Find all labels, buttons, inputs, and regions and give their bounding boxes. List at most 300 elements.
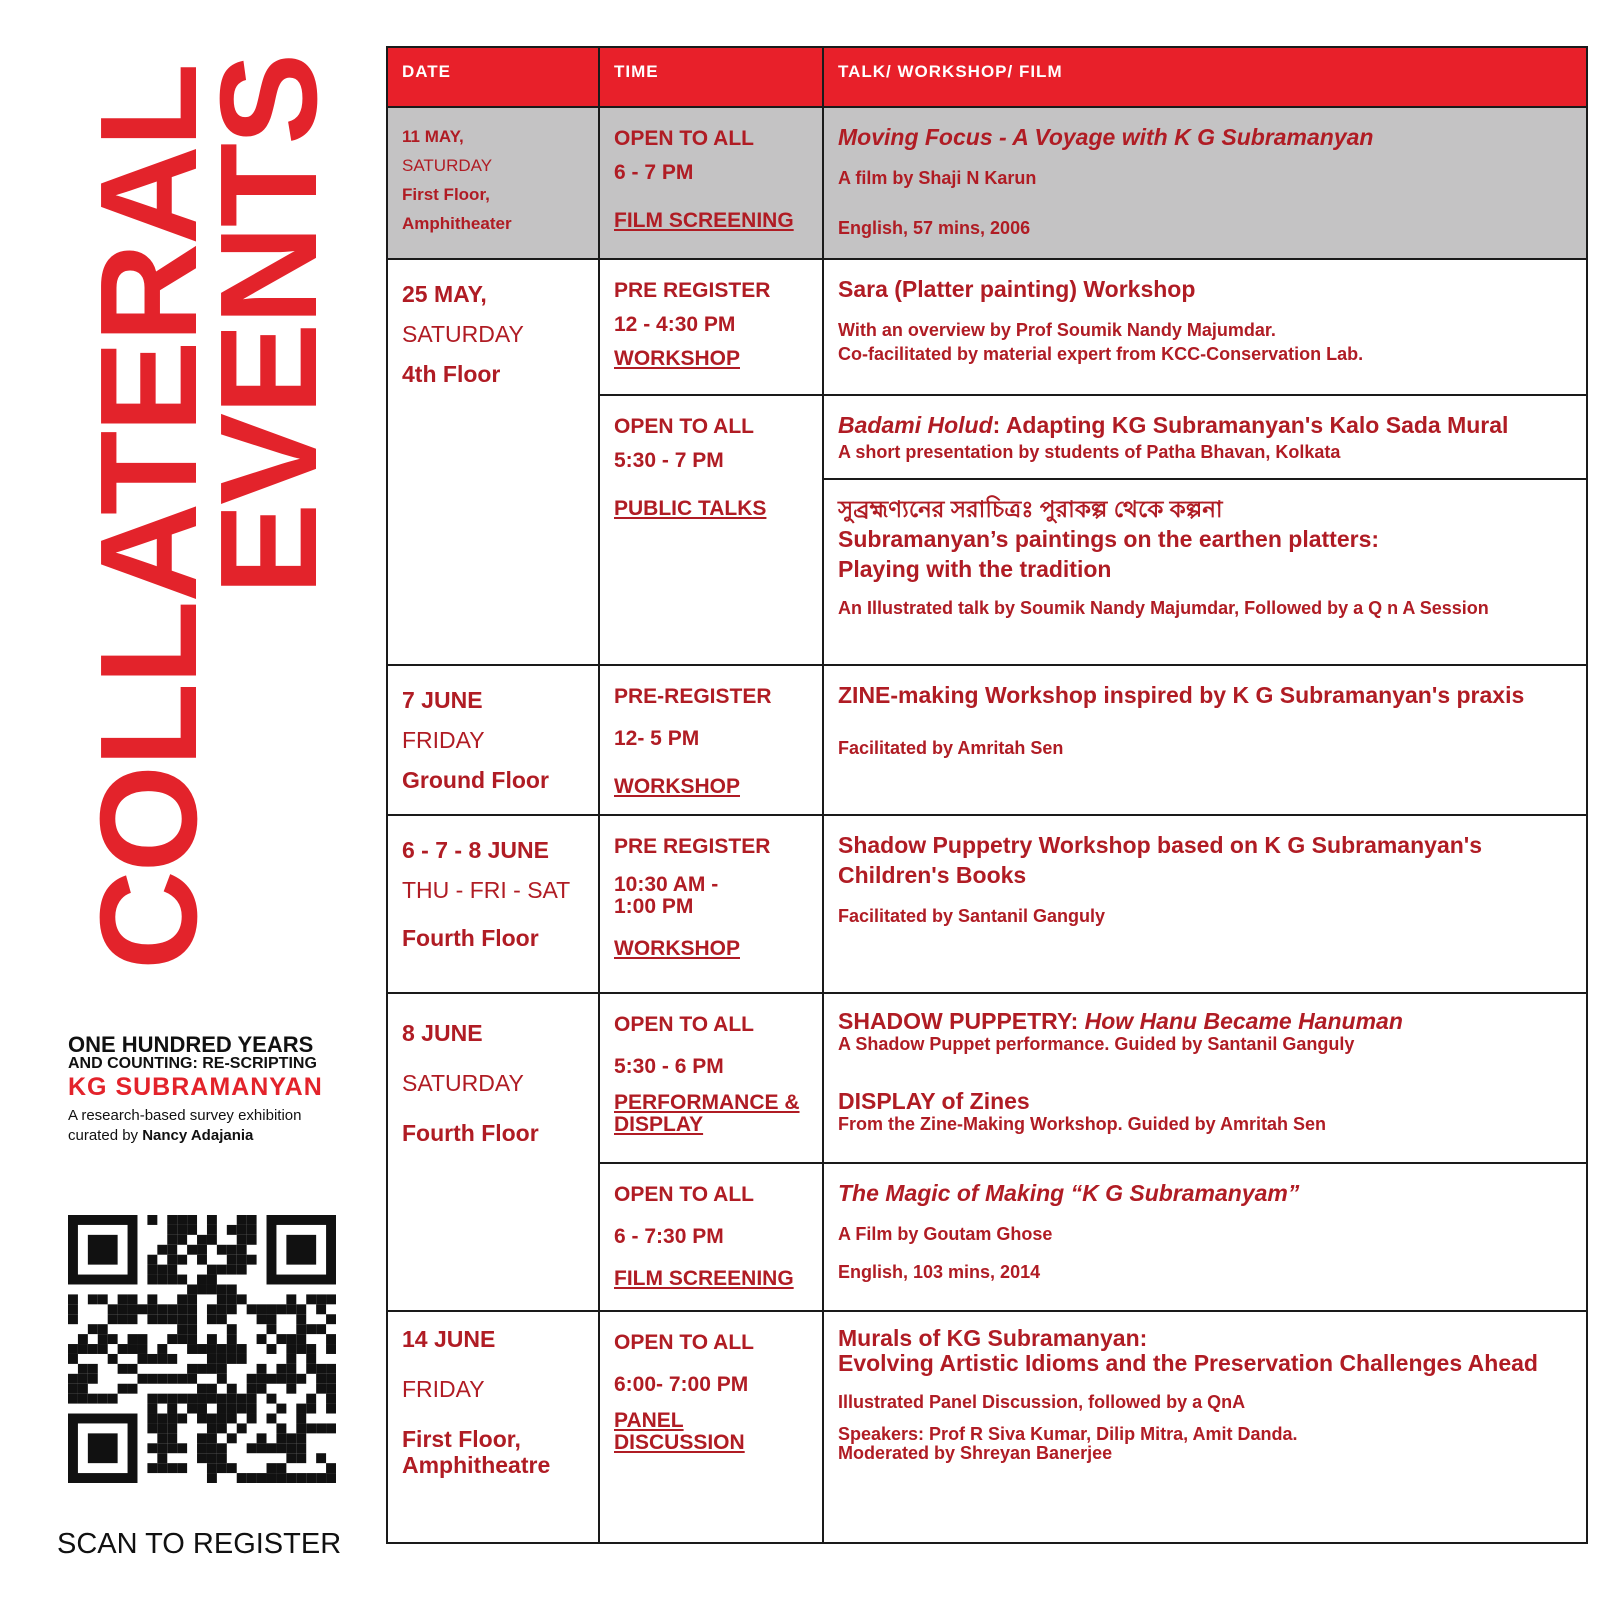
- time-cell: [599, 395, 823, 665]
- qr-module: [187, 1404, 197, 1414]
- qr-module: [227, 1324, 237, 1334]
- event-cell: [823, 1311, 1587, 1543]
- header-row: [387, 47, 1587, 107]
- qr-module: [296, 1453, 306, 1463]
- qr-module: [128, 1364, 138, 1374]
- qr-module: [227, 1463, 237, 1473]
- qr-module: [316, 1304, 326, 1314]
- qr-module: [207, 1225, 217, 1235]
- exhibition-line1: ONE HUNDRED YEARS: [68, 1032, 314, 1057]
- qr-module: [247, 1394, 257, 1404]
- exhibition-block: [68, 1034, 368, 1146]
- qr-module: [118, 1314, 128, 1324]
- qr-module: [306, 1473, 316, 1483]
- public-talks-link[interactable]: PUBLIC TALKS: [614, 497, 767, 520]
- qr-module: [247, 1404, 257, 1414]
- qr-module: [98, 1334, 108, 1344]
- qr-module: [108, 1314, 118, 1324]
- qr-module: [316, 1384, 326, 1394]
- qr-module: [286, 1304, 296, 1314]
- event-row: [387, 107, 1587, 259]
- exhibition-description: [68, 1106, 368, 1146]
- qr-module: [207, 1304, 217, 1314]
- qr-module: [237, 1354, 247, 1364]
- qr-module: [187, 1374, 197, 1384]
- qr-module: [187, 1215, 197, 1225]
- scan-to-register: SCAN TO REGISTER: [57, 1528, 342, 1560]
- qr-module: [78, 1384, 88, 1394]
- qr-module: [306, 1394, 316, 1404]
- qr-module: [296, 1304, 306, 1314]
- qr-module: [217, 1245, 227, 1255]
- qr-module: [326, 1344, 336, 1354]
- qr-module: [227, 1394, 237, 1404]
- qr-module: [276, 1334, 286, 1344]
- qr-module: [88, 1394, 98, 1404]
- panel-discussion-link[interactable]: PANEL: [614, 1409, 684, 1432]
- qr-module: [237, 1344, 247, 1354]
- qr-module: [207, 1384, 217, 1394]
- qr-module: [167, 1433, 177, 1443]
- qr-module: [207, 1443, 217, 1453]
- qr-module: [197, 1443, 207, 1453]
- time-cell: [599, 665, 823, 815]
- event-title-2: Evolving Artistic Idioms and the Preservation Challenges Ahead: [838, 1350, 1538, 1376]
- qr-module: [296, 1414, 306, 1424]
- event-credit: A Film by Goutam Ghose: [838, 1224, 1053, 1244]
- qr-module: [197, 1275, 207, 1285]
- time-cell: [599, 1311, 823, 1543]
- qr-module: [237, 1255, 247, 1265]
- qr-module: [276, 1423, 286, 1433]
- qr-module: [197, 1344, 207, 1354]
- qr-module: [68, 1374, 78, 1384]
- qr-module: [286, 1354, 296, 1364]
- qr-module: [227, 1354, 237, 1364]
- qr-module: [316, 1364, 326, 1374]
- qr-module: [137, 1334, 147, 1344]
- qr-module: [207, 1394, 217, 1404]
- event-title-italic: Badami Holud: [838, 412, 993, 438]
- qr-module: [167, 1225, 177, 1235]
- qr-module: [267, 1463, 277, 1473]
- qr-module: [217, 1304, 227, 1314]
- qr-module: [197, 1414, 207, 1424]
- qr-module: [257, 1334, 267, 1344]
- qr-module: [286, 1334, 296, 1344]
- qr-module: [237, 1215, 247, 1225]
- qr-module: [98, 1344, 108, 1354]
- qr-module: [267, 1324, 277, 1334]
- date-day: 7 JUNE: [402, 687, 483, 713]
- qr-module: [147, 1215, 157, 1225]
- access-label: PRE REGISTER: [614, 279, 771, 302]
- event-title: SHADOW PUPPETRY:: [838, 1008, 1085, 1034]
- qr-module: [157, 1314, 167, 1324]
- date-weekday: SATURDAY: [402, 321, 524, 347]
- qr-module: [78, 1394, 88, 1404]
- event-title: Sara (Platter painting) Workshop: [838, 276, 1196, 302]
- qr-module: [88, 1374, 98, 1384]
- qr-module: [257, 1473, 267, 1483]
- qr-module: [237, 1294, 247, 1304]
- qr-module: [217, 1294, 227, 1304]
- qr-module: [217, 1394, 227, 1404]
- qr-module: [326, 1364, 336, 1374]
- qr-module: [207, 1275, 217, 1285]
- qr-module: [247, 1473, 257, 1483]
- time-range: 6:00- 7:00 PM: [614, 1373, 749, 1396]
- qr-module: [286, 1374, 296, 1384]
- performance-display-link[interactable]: PERFORMANCE &: [614, 1091, 800, 1114]
- event-title: The Magic of Making “K G Subramanyam”: [838, 1180, 1300, 1206]
- qr-module: [187, 1314, 197, 1324]
- qr-module: [167, 1304, 177, 1314]
- qr-module: [68, 1384, 78, 1394]
- qr-module: [296, 1344, 306, 1354]
- qr-module: [128, 1304, 138, 1314]
- qr-module: [157, 1374, 167, 1384]
- panel-discussion-link-2[interactable]: DISCUSSION: [614, 1431, 745, 1454]
- workshop-link[interactable]: WORKSHOP: [614, 775, 740, 798]
- qr-module: [217, 1265, 227, 1275]
- qr-module: [326, 1463, 336, 1473]
- qr-module: [207, 1215, 217, 1225]
- qr-module: [167, 1394, 177, 1404]
- qr-module: [147, 1374, 157, 1384]
- event-cell: [823, 993, 1587, 1163]
- qr-module: [217, 1453, 227, 1463]
- qr-module: [68, 1314, 78, 1324]
- qr-module: [296, 1433, 306, 1443]
- qr-module: [147, 1265, 157, 1275]
- qr-module: [227, 1414, 237, 1424]
- qr-module: [167, 1275, 177, 1285]
- qr-module: [326, 1334, 336, 1344]
- date-day: 14 JUNE: [402, 1326, 496, 1352]
- qr-module: [267, 1374, 277, 1384]
- date-weekday: THU - FRI - SAT: [402, 877, 571, 903]
- qr-module: [276, 1404, 286, 1414]
- qr-module: [187, 1344, 197, 1354]
- qr-module: [207, 1423, 217, 1433]
- date-weekday: FRIDAY: [402, 1376, 485, 1402]
- qr-module: [257, 1374, 267, 1384]
- qr-module: [326, 1294, 336, 1304]
- qr-module: [108, 1394, 118, 1404]
- qr-module: [306, 1354, 316, 1364]
- date-cell: [387, 815, 599, 993]
- qr-module: [118, 1364, 128, 1374]
- qr-module: [177, 1235, 187, 1245]
- qr-module: [88, 1294, 98, 1304]
- qr-module: [157, 1463, 167, 1473]
- qr-module: [167, 1235, 177, 1245]
- time-range: 12 - 4:30 PM: [614, 313, 736, 336]
- qr-module: [157, 1423, 167, 1433]
- qr-module: [207, 1314, 217, 1324]
- qr-module: [167, 1265, 177, 1275]
- qr-module: [187, 1364, 197, 1374]
- qr-module: [118, 1344, 128, 1354]
- time-range: 6 - 7 PM: [614, 161, 694, 184]
- qr-module: [227, 1225, 237, 1235]
- qr-module: [286, 1473, 296, 1483]
- time-cell: [599, 815, 823, 993]
- qr-module: [197, 1255, 207, 1265]
- event-cell: [823, 479, 1587, 665]
- qr-module: [326, 1374, 336, 1384]
- qr-module: [187, 1284, 197, 1294]
- qr-module: [207, 1463, 217, 1473]
- qr-module: [167, 1463, 177, 1473]
- qr-module: [187, 1245, 197, 1255]
- qr-module: [257, 1364, 267, 1374]
- qr-module: [118, 1304, 128, 1314]
- time-range: 10:30 AM -: [614, 873, 719, 896]
- qr-module: [207, 1453, 217, 1463]
- qr-module: [187, 1225, 197, 1235]
- film-screening-link[interactable]: FILM SCREENING: [614, 1267, 794, 1290]
- performance-display-link-2[interactable]: DISPLAY: [614, 1113, 704, 1136]
- qr-module: [147, 1275, 157, 1285]
- header-date: DATE: [387, 47, 599, 107]
- qr-module: [108, 1354, 118, 1364]
- qr-module: [267, 1314, 277, 1324]
- qr-module: [157, 1275, 167, 1285]
- qr-module: [167, 1215, 177, 1225]
- qr-module: [177, 1294, 187, 1304]
- qr-module: [247, 1304, 257, 1314]
- time-range: 5:30 - 6 PM: [614, 1055, 724, 1078]
- qr-module: [207, 1354, 217, 1364]
- qr-module: [197, 1404, 207, 1414]
- qr-module: [147, 1443, 157, 1453]
- qr-module: [177, 1225, 187, 1235]
- qr-module: [147, 1304, 157, 1314]
- qr-module: [227, 1433, 237, 1443]
- date-weekday: SATURDAY: [402, 156, 493, 175]
- qr-module: [316, 1374, 326, 1384]
- qr-module: [257, 1443, 267, 1453]
- event-cell: [823, 815, 1587, 993]
- qr-module: [227, 1384, 237, 1394]
- qr-module: [167, 1443, 177, 1453]
- qr-module: [276, 1374, 286, 1384]
- date-venue: First Floor,: [402, 185, 490, 204]
- event-row: [387, 993, 1587, 1163]
- qr-module: [207, 1473, 217, 1483]
- film-screening-link[interactable]: FILM SCREENING: [614, 209, 794, 232]
- qr-module: [147, 1404, 157, 1414]
- qr-module: [207, 1433, 217, 1443]
- qr-module: [167, 1255, 177, 1265]
- qr-module: [167, 1374, 177, 1384]
- event-cell: [823, 395, 1587, 479]
- qr-module: [177, 1255, 187, 1265]
- qr-module: [197, 1235, 207, 1245]
- qr-module: [147, 1354, 157, 1364]
- qr-module: [247, 1374, 257, 1384]
- qr-module: [217, 1404, 227, 1414]
- event-title: ZINE-making Workshop inspired by K G Subramanyan's praxis: [838, 682, 1525, 708]
- qr-module: [108, 1334, 118, 1344]
- qr-module: [197, 1453, 207, 1463]
- qr-module: [276, 1433, 286, 1443]
- date-venue: Fourth Floor: [402, 925, 539, 951]
- qr-module: [326, 1423, 336, 1433]
- qr-module: [247, 1384, 257, 1394]
- qr-module: [286, 1364, 296, 1374]
- qr-module: [267, 1304, 277, 1314]
- qr-module: [147, 1423, 157, 1433]
- qr-module: [167, 1414, 177, 1424]
- time-range: 5:30 - 7 PM: [614, 449, 724, 472]
- event-row: [387, 259, 1587, 395]
- qr-module: [286, 1443, 296, 1453]
- qr-module: [306, 1364, 316, 1374]
- qr-module: [237, 1235, 247, 1245]
- time-cell: [599, 107, 823, 259]
- event-speakers: Speakers: Prof R Siva Kumar, Dilip Mitra, Amit Danda.: [838, 1424, 1298, 1444]
- qr-module: [276, 1443, 286, 1453]
- qr-module: [177, 1374, 187, 1384]
- qr-module: [227, 1404, 237, 1414]
- header-event: TALK/ WORKSHOP/ FILM: [823, 47, 1587, 107]
- event-credit: With an overview by Prof Soumik Nandy Majumdar.: [838, 320, 1276, 340]
- qr-module: [128, 1334, 138, 1344]
- event-credit: Facilitated by Amritah Sen: [838, 738, 1064, 758]
- qr-module: [276, 1304, 286, 1314]
- event-row: [387, 1311, 1587, 1543]
- date-day: 8 JUNE: [402, 1020, 483, 1046]
- qr-module: [147, 1463, 157, 1473]
- qr-module: [227, 1245, 237, 1255]
- qr-module: [187, 1334, 197, 1344]
- qr-module: [167, 1354, 177, 1364]
- event-title-bengali: সুব্রহ্মণ্যনের সরাচিত্রঃ পুরাকল্প থেকে কল্পনা: [838, 496, 1223, 522]
- access-label: OPEN TO ALL: [614, 415, 755, 438]
- qr-module: [147, 1255, 157, 1265]
- event-credit: An Illustrated talk by Soumik Nandy Majumdar, Followed by a Q n A Session: [838, 598, 1489, 618]
- qr-module: [157, 1453, 167, 1463]
- qr-module: [207, 1265, 217, 1275]
- qr-module: [167, 1314, 177, 1324]
- qr-module: [167, 1245, 177, 1255]
- qr-module: [316, 1453, 326, 1463]
- qr-code[interactable]: [68, 1215, 336, 1483]
- title-collateral: COLLATERAL: [72, 65, 226, 970]
- qr-module: [286, 1433, 296, 1443]
- qr-module: [217, 1284, 227, 1294]
- qr-module: [177, 1463, 187, 1473]
- exhibition-desc-text: A research-based survey exhibition: [68, 1107, 302, 1124]
- qr-module: [296, 1324, 306, 1334]
- qr-module: [88, 1324, 98, 1334]
- qr-module: [237, 1225, 247, 1235]
- qr-module: [296, 1423, 306, 1433]
- curator-name: Nancy Adajania: [142, 1127, 254, 1144]
- qr-module: [207, 1235, 217, 1245]
- date-day: 6 - 7 - 8 JUNE: [402, 837, 549, 863]
- qr-module: [197, 1384, 207, 1394]
- qr-module: [217, 1414, 227, 1424]
- qr-module: [247, 1414, 257, 1424]
- event-row: [387, 665, 1587, 815]
- qr-module: [237, 1404, 247, 1414]
- qr-module: [217, 1314, 227, 1324]
- qr-module: [78, 1374, 88, 1384]
- workshop-link[interactable]: WORKSHOP: [614, 347, 740, 370]
- qr-module: [177, 1275, 187, 1285]
- qr-module: [177, 1215, 187, 1225]
- workshop-link[interactable]: WORKSHOP: [614, 937, 740, 960]
- access-label: OPEN TO ALL: [614, 1013, 755, 1036]
- qr-module: [217, 1463, 227, 1473]
- qr-module: [237, 1245, 247, 1255]
- qr-module: [147, 1294, 157, 1304]
- qr-module: [267, 1394, 277, 1404]
- qr-module: [207, 1344, 217, 1354]
- qr-module: [187, 1294, 197, 1304]
- qr-module: [306, 1294, 316, 1304]
- qr-module: [326, 1394, 336, 1404]
- qr-module: [247, 1225, 257, 1235]
- exhibition-line2: AND COUNTING: RE-SCRIPTING: [68, 1055, 317, 1072]
- access-label: OPEN TO ALL: [614, 1183, 755, 1206]
- qr-module: [237, 1265, 247, 1275]
- qr-module: [267, 1414, 277, 1424]
- qr-module: [68, 1344, 78, 1354]
- qr-module: [286, 1344, 296, 1354]
- qr-module: [118, 1384, 128, 1394]
- qr-module: [257, 1384, 267, 1394]
- qr-module: [276, 1463, 286, 1473]
- date-venue2: Amphitheatre: [402, 1452, 551, 1478]
- qr-module: [98, 1294, 108, 1304]
- date-venue: Fourth Floor: [402, 1120, 539, 1146]
- event-title-2: DISPLAY of Zines: [838, 1088, 1030, 1114]
- qr-module: [98, 1324, 108, 1334]
- qr-module: [207, 1284, 217, 1294]
- access-label: OPEN TO ALL: [614, 1331, 755, 1354]
- qr-module: [257, 1304, 267, 1314]
- qr-module: [326, 1404, 336, 1414]
- title-events: EVENTS: [192, 54, 346, 595]
- qr-module: [316, 1473, 326, 1483]
- qr-module: [197, 1364, 207, 1374]
- qr-module: [286, 1453, 296, 1463]
- qr-module: [157, 1394, 167, 1404]
- qr-module: [68, 1354, 78, 1364]
- event-title-2: Playing with the tradition: [838, 556, 1112, 582]
- event-title-italic: How Hanu Became Hanuman: [1084, 1008, 1403, 1034]
- event-details: English, 57 mins, 2006: [838, 218, 1031, 238]
- event-format: Illustrated Panel Discussion, followed by a QnA: [838, 1392, 1246, 1412]
- time-cell: [599, 259, 823, 395]
- exhibition-artist: KG SUBRAMANYAN: [68, 1073, 323, 1101]
- qr-module: [177, 1414, 187, 1424]
- qr-module: [296, 1314, 306, 1324]
- qr-module: [187, 1324, 197, 1334]
- qr-module: [128, 1384, 138, 1394]
- date-weekday: SATURDAY: [402, 1070, 524, 1096]
- qr-module: [296, 1334, 306, 1344]
- date-cell: [387, 107, 599, 259]
- qr-module: [157, 1443, 167, 1453]
- qr-module: [128, 1344, 138, 1354]
- event-cell: [823, 665, 1587, 815]
